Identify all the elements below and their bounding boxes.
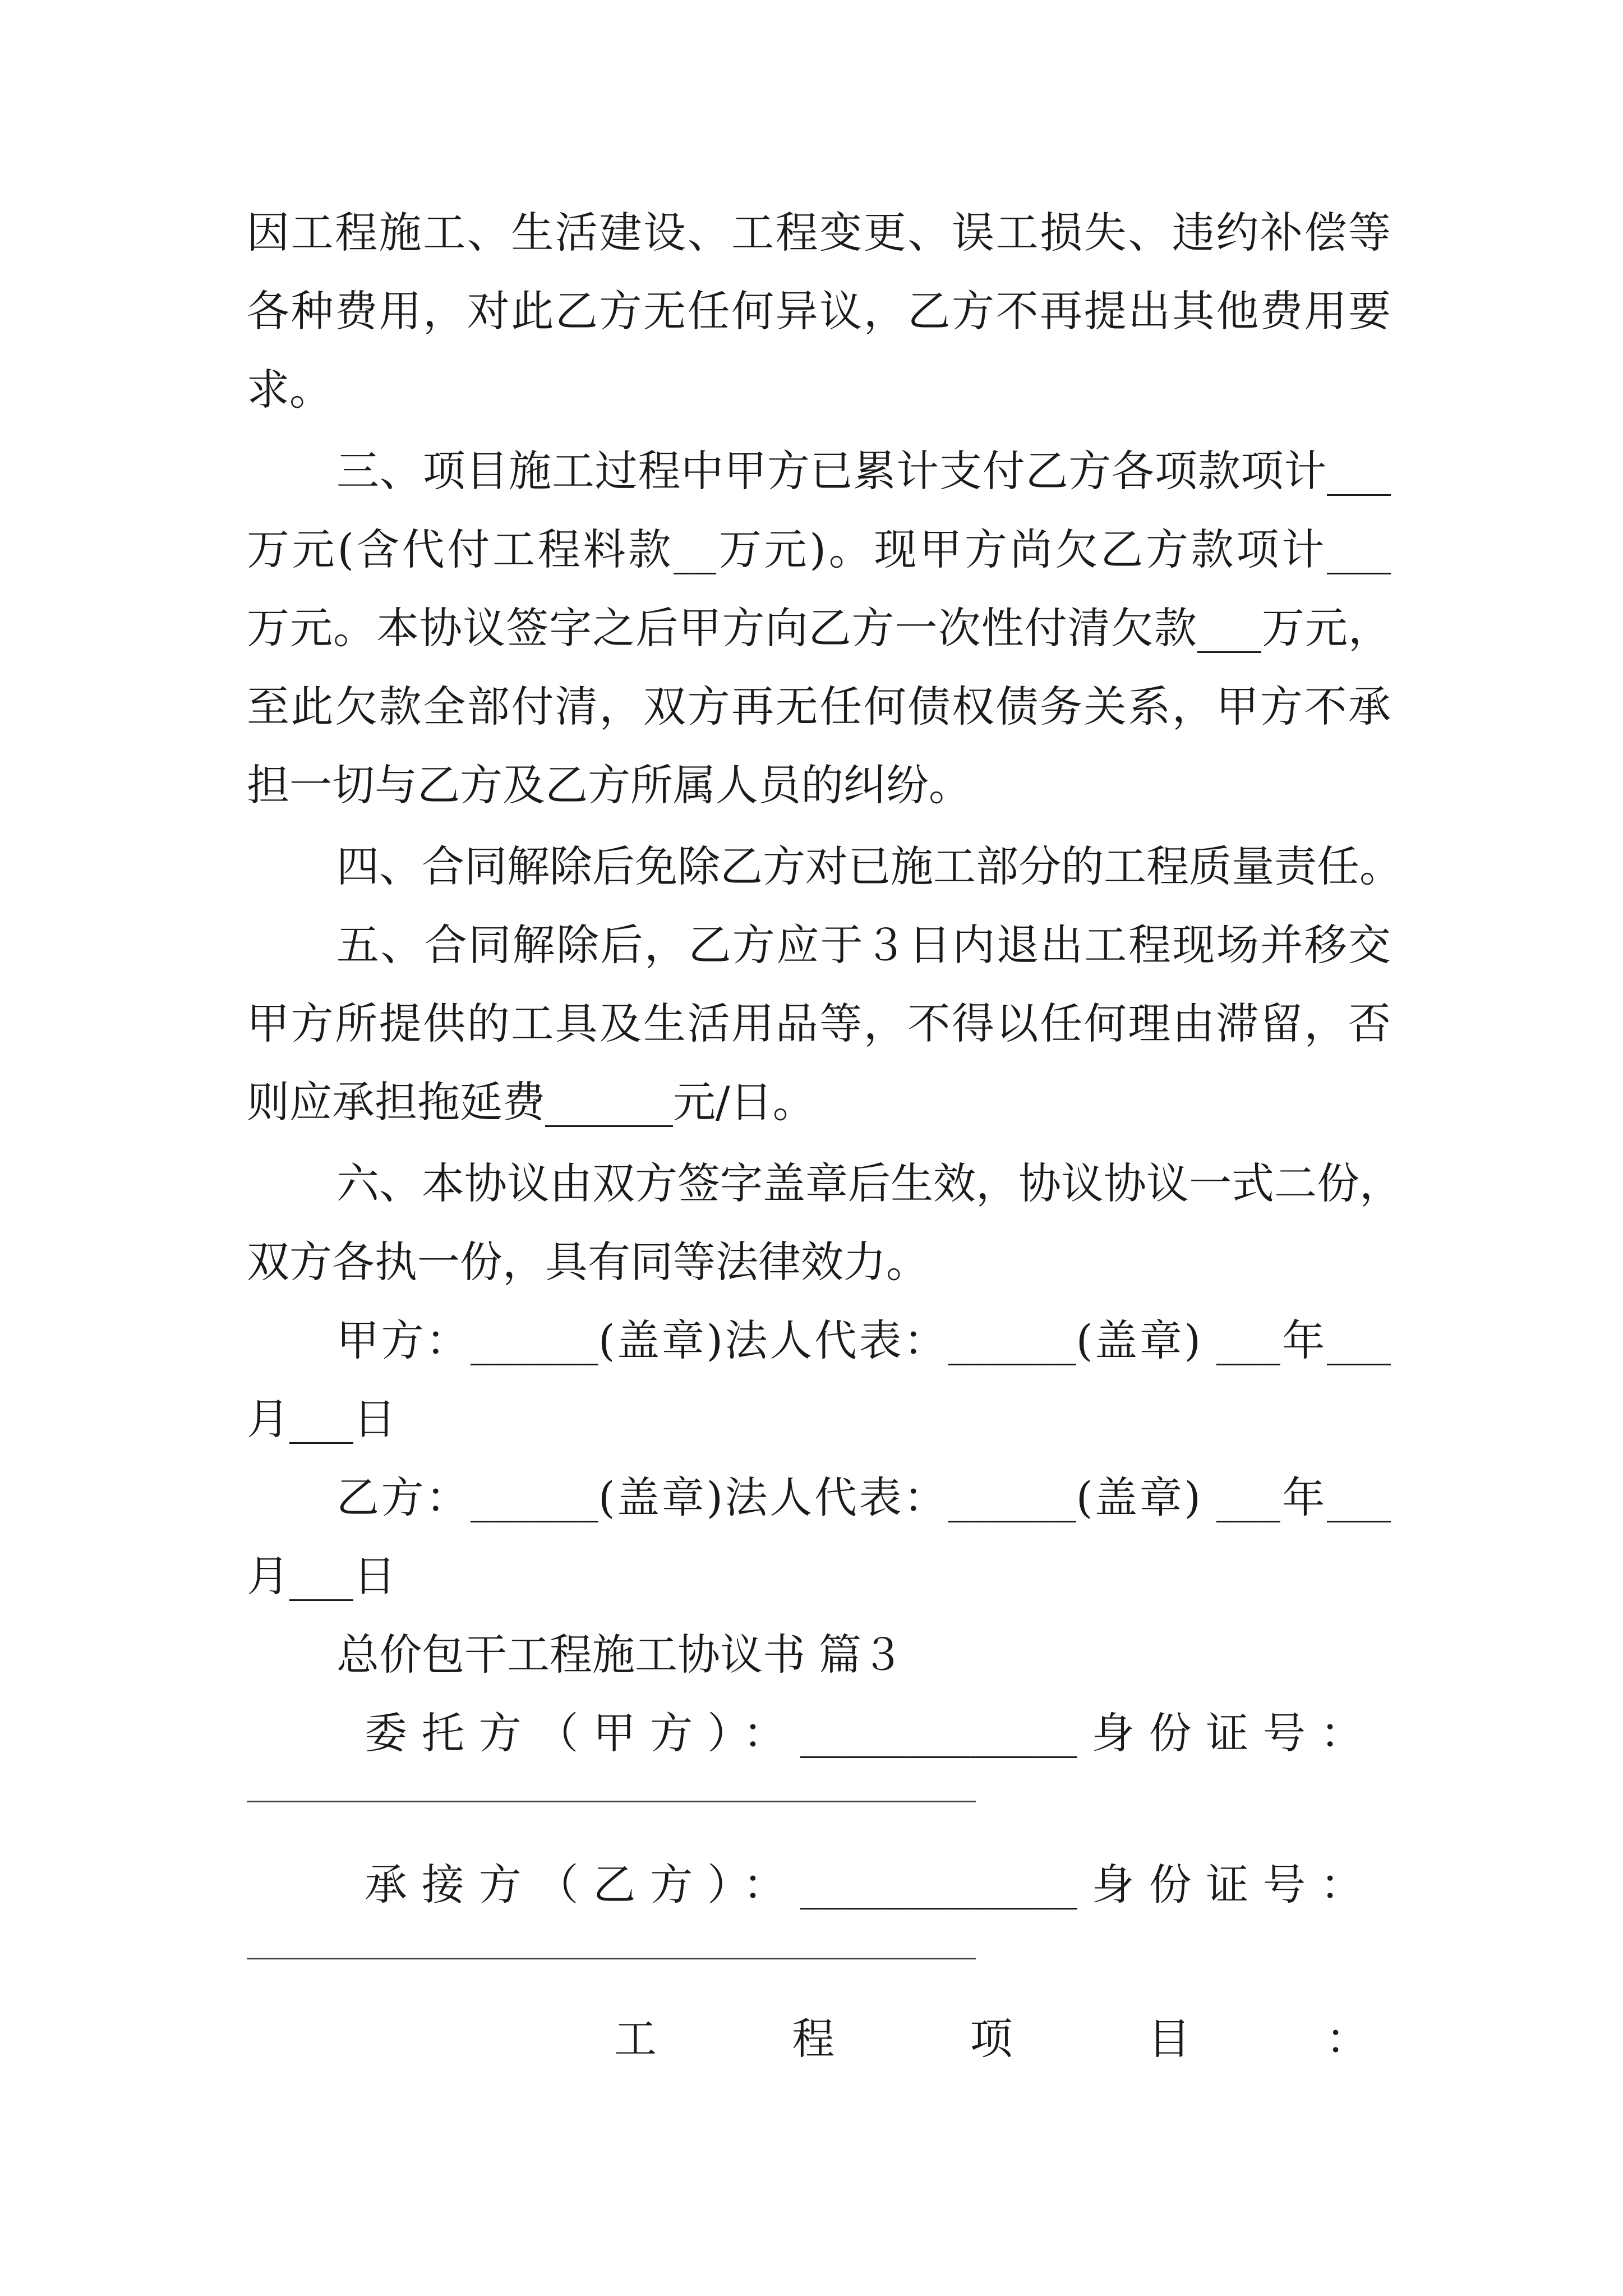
contractor-id-underline (247, 1958, 976, 1959)
text-line-1: 因工程施工、生活建设、工程变更、误工损失、违约补偿等 (247, 208, 1391, 257)
clause-five-line-1: 五、合同解除后，乙方应于３日内退出工程现场并移交 (336, 920, 1391, 970)
clause-five-line-3: 则应承担拖延费______元/日。 (247, 1077, 815, 1127)
client-id-underline (247, 1801, 976, 1802)
clause-three-line-2: 万元(含代付工程料款__万元)。现甲方尚欠乙方款项计___ (247, 524, 1391, 574)
project-label-char-3: 项 (970, 2014, 1013, 2064)
text-line-3: 求。 (247, 365, 332, 415)
clause-four: 四、合同解除后免除乙方对已施工部分的工程质量责任。 (336, 841, 1402, 891)
clause-five-line-2: 甲方所提供的工具及生活用品等，不得以任何理由滞留，否 (247, 999, 1391, 1048)
party-b-date-line: 月___日 (247, 1551, 396, 1601)
clause-six-line-2: 双方各执一份，具有同等法律效力。 (247, 1237, 929, 1287)
text-line-2: 各种费用，对此乙方无任何异议，乙方不再提出其他费用要 (247, 286, 1391, 336)
project-item-label (614, 2011, 1368, 2067)
project-label-char-1: 工 (614, 2014, 657, 2064)
clause-three-line-4: 至此欠款全部付清，双方再无任何债权债务关系，甲方不承 (247, 682, 1391, 731)
section-heading: 总价包干工程施工协议书 篇３ (336, 1630, 905, 1680)
clause-three-line-1: 三、项目施工过程中甲方已累计支付乙方各项款项计___ (336, 446, 1391, 496)
project-label-colon: ： (1326, 2014, 1368, 2064)
party-a-date-line: 月___日 (247, 1394, 396, 1444)
clause-six-line-1: 六、本协议由双方签字盖章后生效，协议协议一式二份， (336, 1158, 1402, 1208)
party-b-signature-line: 乙方：______(盖章)法人代表：______(盖章) ___年___ (336, 1473, 1391, 1522)
project-label-char-2: 程 (792, 2014, 835, 2064)
project-label-char-4: 目 (1147, 2014, 1191, 2064)
contractor-party-line: 承接方（乙方）：_____________身份证号： (365, 1860, 1363, 1910)
client-party-line: 委托方（甲方）：_____________身份证号： (365, 1708, 1363, 1758)
clause-three-line-3: 万元。本协议签字之后甲方向乙方一次性付清欠款___万元， (247, 603, 1391, 653)
party-a-signature-line: 甲方：______(盖章)法人代表：______(盖章) ___年___ (336, 1315, 1391, 1365)
clause-three-line-5: 担一切与乙方及乙方所属人员的纠纷。 (247, 760, 971, 810)
